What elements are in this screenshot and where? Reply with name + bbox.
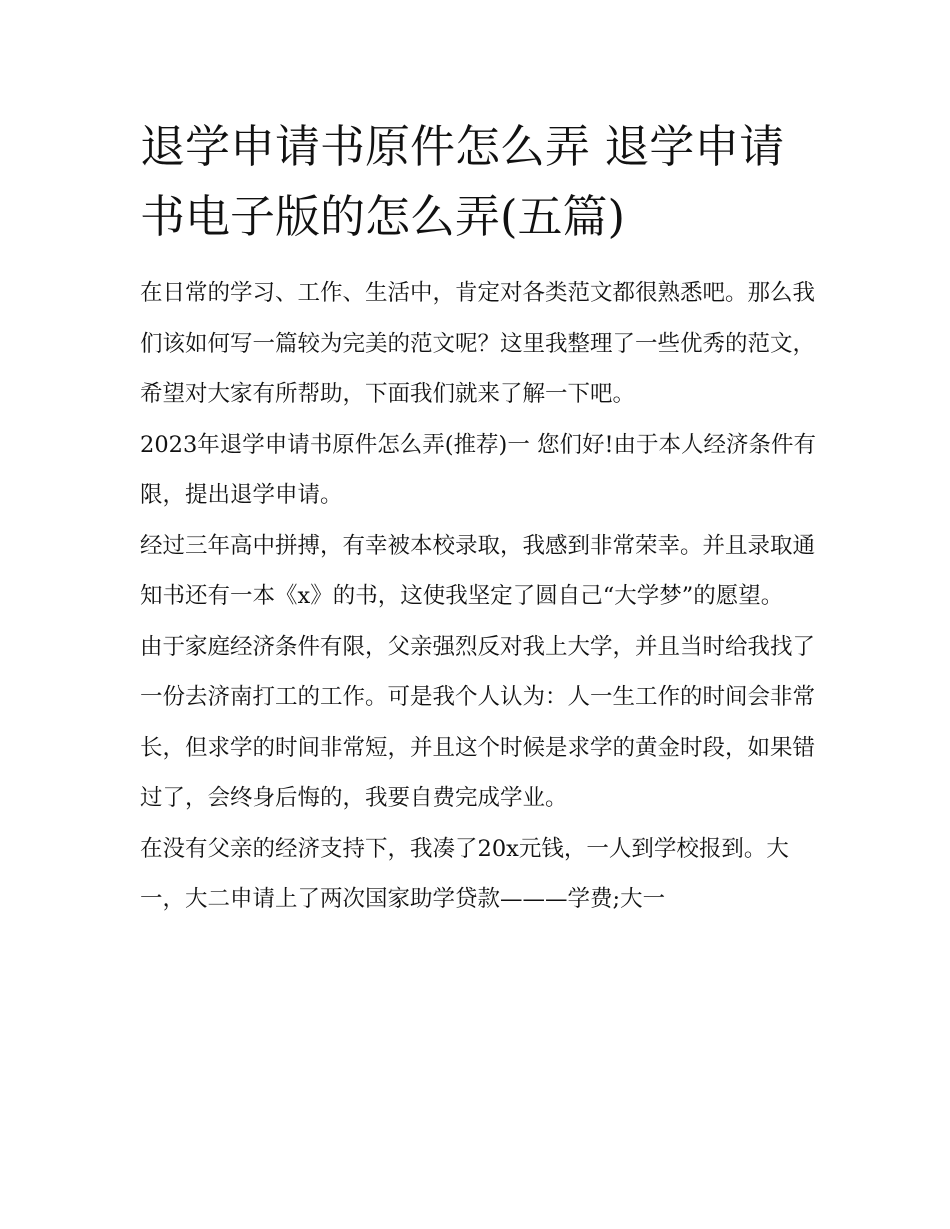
document-content <box>140 112 820 925</box>
body-paragraph-family: 由于家庭经济条件有限，父亲强烈反对我上大学，并且当时给我找了一份去济南打工的工作。可是我个人认为：人一生工作的时间会非常长，但求学的时间非常短，并且这个时候是求学的黄金时段，如果错过了，会终身后悔的，我要自费完成学业。 <box>140 633 816 811</box>
body-paragraph-enrollment: 在没有父亲的经济支持下，我凑了20x元钱，一人到学校报到。大一，大二申请上了两次国家助学贷款———学费;大一 <box>140 835 789 912</box>
body-paragraph-intro: 在日常的学习、工作、生活中，肯定对各类范文都很熟悉吧。那么我们该如何写一篇较为完美的范文呢？这里我整理了一些优秀的范文，希望对大家有所帮助，下面我们就来了解一下吧。 <box>140 280 816 407</box>
body-paragraph-admission: 经过三年高中拼搏，有幸被本校录取，我感到非常荣幸。并且录取通知书还有一本《x》的书，这使我坚定了圆自己“大学梦”的愿望。 <box>140 532 816 609</box>
body-paragraph-greeting: 2023年退学申请书原件怎么弄(推荐)一 您们好!由于本人经济条件有限，提出退学申请。 <box>140 431 817 508</box>
document-body <box>140 268 820 925</box>
document-title: 退学申请书原件怎么弄 退学申请书电子版的怎么弄(五篇) <box>140 120 785 243</box>
